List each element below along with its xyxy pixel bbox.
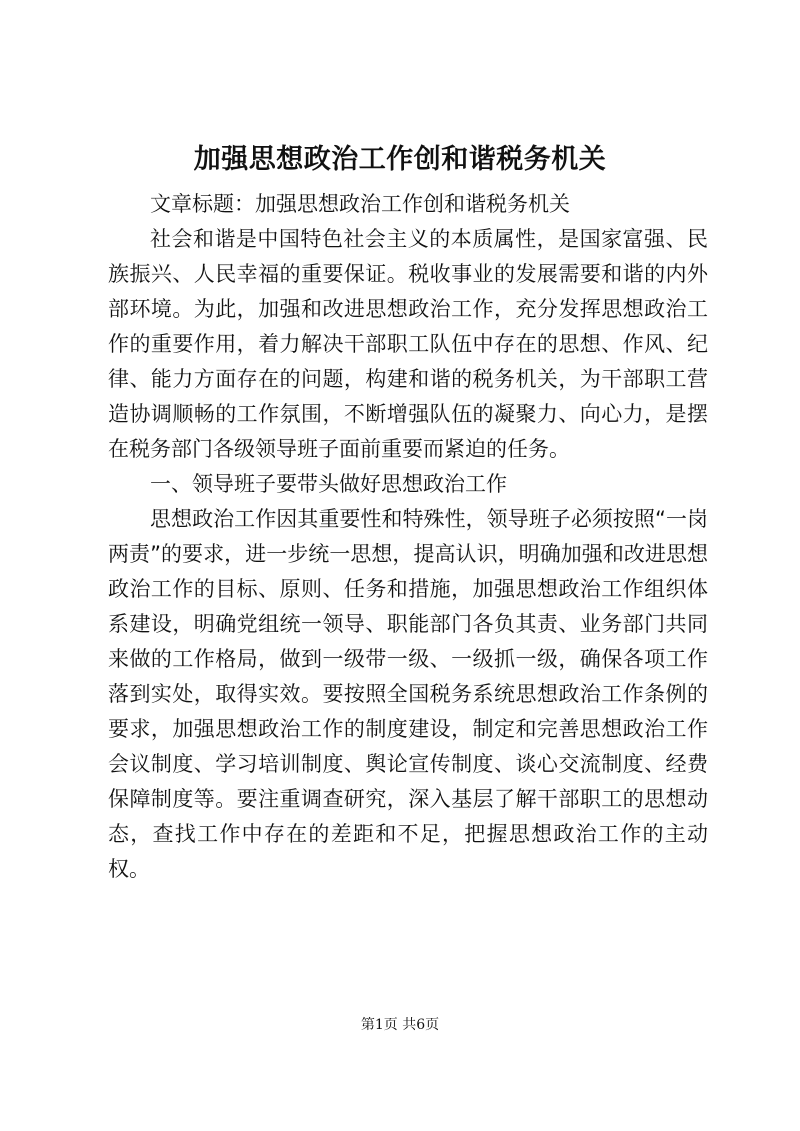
page-number-footer: 第1页 共6页 xyxy=(360,1017,440,1033)
article-title-line: 文章标题：加强思想政治工作创和谐税务机关 xyxy=(150,192,570,216)
document-title: 加强思想政治工作创和谐税务机关 xyxy=(193,144,607,175)
document-body xyxy=(108,187,708,887)
section-heading: 一、领导班子要带头做好思想政治工作 xyxy=(150,472,507,496)
intro-paragraph: 社会和谐是中国特色社会主义的本质属性，是国家富强、民族振兴、人民幸福的重要保证。税收事业的发展需要和谐的内外部环境。为此，加强和改进思想政治工作，充分发挥思想政治工作的重要作用，着力解决干部职工队伍中存在的思想、作风、纪律、能力方面存在的问题，构建和谐的税务机关，为干部职工营造协调顺畅的工作氛围，不断增强队伍的凝聚力、向心力，是摆在税务部门各级领导班子面前重要而紧迫的任务。 xyxy=(108,227,708,461)
section-paragraph: 思想政治工作因其重要性和特殊性，领导班子必须按照“一岗两责”的要求，进一步统一思想，提高认识，明确加强和改进思想政治工作的目标、原则、任务和措施，加强思想政治工作组织体系建设，明确党组统一领导、职能部门各负其责、业务部门共同来做的工作格局，做到一级带一级、一级抓一级，确保各项工作落到实处，取得实效。要按照全国税务系统思想政治工作条例的要求，加强思想政治工作的制度建设，制定和完善思想政治工作会议制度、学习培训制度、舆论宣传制度、谈心交流制度、经费保障制度等。要注重调查研究，深入基层了解干部职工的思想动态，查找工作中存在的差距和不足，把握思想政治工作的主动权。 xyxy=(108,507,708,881)
